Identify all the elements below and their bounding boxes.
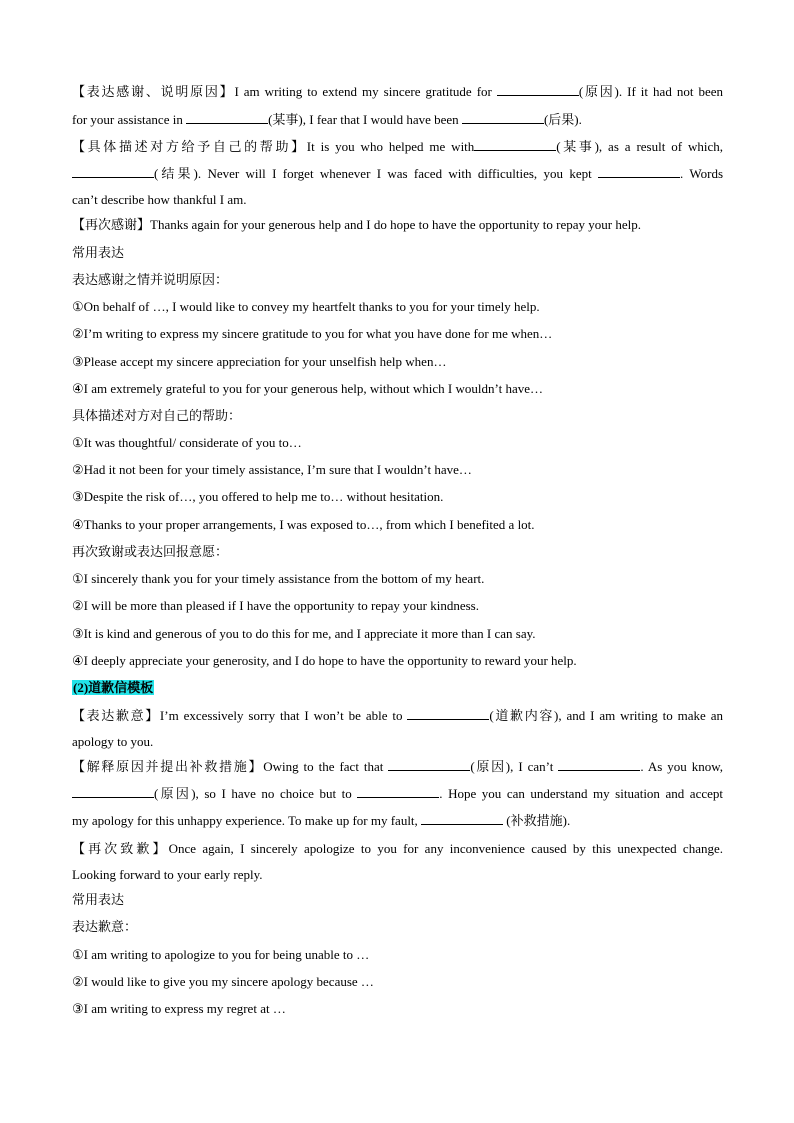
template-text: (某事), as a result of which, [556, 139, 723, 154]
template-text: Thanks again for your generous help and I do hope to have the opportunity to repay your help. [150, 217, 641, 232]
list-item: ①I am writing to apologize to you for being unable to … [72, 947, 370, 962]
apology-template-line-7: Looking forward to your early reply. [72, 867, 263, 882]
template-text: I am writing to extend my sincere gratitude for [234, 84, 497, 99]
fill-blank [558, 758, 640, 771]
thanks-template-line-2 [72, 110, 723, 130]
template-text: (补救措施). [503, 813, 571, 828]
fill-blank [186, 111, 268, 124]
list-item: ③Despite the risk of…, you offered to help me to… without hesitation. [72, 489, 444, 504]
fill-blank [497, 83, 579, 96]
list-item: ④I deeply appreciate your generosity, and I do hope to have the opportunity to reward your help. [72, 653, 577, 668]
fill-blank [72, 165, 154, 178]
template-text: Once again, I sincerely apologize to you for any inconvenience caused by this unexpected change. [168, 841, 723, 856]
thanks-template-line-3 [72, 137, 723, 157]
section-tag: 【再次致歉】 [72, 841, 169, 856]
list-item: ②I’m writing to express my sincere gratitude to you for what you have done for me when… [72, 326, 553, 341]
subheading: 再次致谢或表达回报意愿： [72, 544, 229, 559]
list-item: ②Had it not been for your timely assistance, I’m sure that I wouldn’t have… [72, 462, 472, 477]
apology-template-line-3 [72, 757, 723, 777]
apology-heading-row [72, 678, 723, 698]
template-text: for your assistance in [72, 112, 187, 127]
list-item: ①I sincerely thank you for your timely assistance from the bottom of my heart. [72, 571, 485, 586]
section-heading: 常用表达 [72, 892, 125, 907]
list-item: ②I would like to give you my sincere apology because … [72, 974, 374, 989]
template-text: (某事), I fear that I would have been [268, 112, 462, 127]
list-item: ②I will be more than pleased if I have the opportunity to repay your kindness. [72, 598, 479, 613]
template-text: (道歉内容), and I am writing to make an [489, 708, 723, 723]
section-tag: 【具体描述对方给予自己的帮助】 [72, 139, 307, 154]
list-item: ③I am writing to express my regret at … [72, 1001, 286, 1016]
template-text: Owing to the fact that [263, 759, 389, 774]
section-tag: 【解释原因并提出补救措施】 [72, 759, 264, 774]
fill-blank [72, 785, 154, 798]
template-text: (原因), I can’t [470, 759, 559, 774]
section-tag: 【表达感谢、说明原因】 [72, 84, 235, 99]
subheading: 具体描述对方对自己的帮助： [72, 408, 242, 423]
section-tag: 【再次感谢】 [72, 217, 151, 232]
list-item: ④I am extremely grateful to you for your generous help, without which I wouldn’t have… [72, 381, 543, 396]
list-item: ④Thanks to your proper arrangements, I was exposed to…, from which I benefited a lot. [72, 517, 535, 532]
thanks-template-line-5: can’t describe how thankful I am. [72, 192, 247, 207]
fill-blank [357, 785, 439, 798]
template-text: I’m excessively sorry that I won’t be able to [159, 708, 408, 723]
apology-template-line-1 [72, 706, 723, 726]
fill-blank [598, 165, 680, 178]
apology-heading: (2)道歉信模板 [73, 680, 154, 695]
template-text: (后果). [543, 112, 582, 127]
fill-blank [421, 812, 503, 825]
apology-template-line-5 [72, 811, 723, 831]
subheading: 表达歉意： [72, 919, 138, 934]
template-text: (原因). If it had not been [578, 84, 723, 99]
fill-blank [474, 138, 556, 151]
thanks-template-line-1 [72, 82, 723, 102]
template-text: (原因), so I have no choice but to [154, 786, 358, 801]
fill-blank [388, 758, 470, 771]
template-text: . Hope you can understand my situation and accept [439, 786, 723, 801]
section-heading: 常用表达 [72, 245, 125, 260]
template-text: It is you who helped me with [306, 139, 475, 154]
list-item: ①On behalf of …, I would like to convey my heartfelt thanks to you for your timely help. [72, 299, 540, 314]
list-item: ③It is kind and generous of you to do this for me, and I appreciate it more than I can say. [72, 626, 536, 641]
list-item: ①It was thoughtful/ considerate of you to… [72, 435, 302, 450]
section-tag: 【表达歉意】 [72, 708, 160, 723]
list-item: ③Please accept my sincere appreciation for your unselfish help when… [72, 354, 447, 369]
template-text: (结果). Never will I forget whenever I was faced with difficulties, you kept [154, 166, 599, 181]
apology-template-line-2: apology to you. [72, 734, 154, 749]
apology-template-line-4 [72, 784, 723, 804]
thanks-template-line-6 [72, 215, 723, 235]
fill-blank [462, 111, 544, 124]
template-text: my apology for this unhappy experience. To make up for my fault, [72, 813, 422, 828]
fill-blank [407, 707, 489, 720]
apology-template-line-6 [72, 839, 723, 859]
subheading: 表达感谢之情并说明原因： [72, 272, 229, 287]
thanks-template-line-4 [72, 164, 723, 184]
template-text: . As you know, [640, 759, 723, 774]
template-text: . Words [680, 166, 724, 181]
